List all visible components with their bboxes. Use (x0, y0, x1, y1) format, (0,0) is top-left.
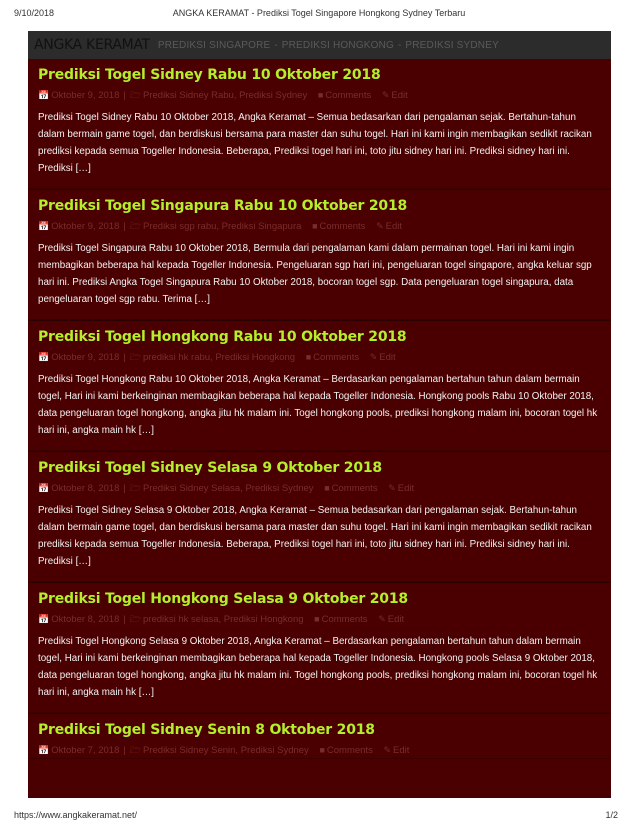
post-comments-link[interactable]: Comments (331, 483, 378, 494)
post-meta: 📅 Oktober 7, 2018 | 🗁 Prediksi Sidney Senin, Prediksi Sydney ■ Comments ✎ Edit (38, 745, 410, 756)
folder-icon: 🗁 (129, 745, 141, 755)
post-item (28, 59, 611, 189)
post-comments-link[interactable]: Comments (313, 352, 360, 363)
post-category-links[interactable]: Prediksi sgp rabu, Prediksi Singapura (143, 221, 302, 232)
folder-icon: 🗁 (129, 614, 141, 624)
post-edit-link[interactable]: Edit (391, 90, 408, 101)
folder-icon: 🗁 (129, 352, 141, 362)
comment-icon: ■ (319, 745, 325, 755)
post-comments-link[interactable]: Comments (321, 614, 368, 625)
post-item (28, 451, 611, 582)
post-item (28, 582, 611, 713)
post-excerpt: Prediksi Togel Hongkong Rabu 10 Oktober 2018, Angka Keramat – Berdasarkan pengalaman bertahun tahun dalam bermain togel, Hari ini kami berkeinginan membagikan beberapa hal kepada Togeller Indonesia. Hongkong pools Rabu 10 Oktober 2018, data pengeluaran togel hongkong, angka jitu hk malam ini. Togel hongkong pools, prediksi hongkong malam ini, bocoran togel hk hari ini, angka main hk […] (38, 374, 598, 436)
folder-icon: 🗁 (129, 221, 141, 231)
calendar-icon: 📅 (38, 614, 50, 624)
post-title-link[interactable]: Prediksi Togel Hongkong Rabu 10 Oktober 2018 (38, 329, 407, 345)
post-comments-link[interactable]: Comments (326, 745, 373, 756)
post-item (28, 320, 611, 451)
post-excerpt: Prediksi Togel Singapura Rabu 10 Oktober 2018, Bermula dari pengalaman kami dalam permainan togel. Hari ini kami ingin membagikan beberapa hal kepada Togeller Indonesia. Pengeluaran sgp hari ini, pengeluaran togel singapore, angka keluar sgp hari ini. Prediksi Angka Togel Singapura Rabu 10 Oktober 2018, bocoran togel sgp. Data pengeluaran togel singapura, data pengeluaran togel sgp rabu. Terima […] (38, 243, 592, 305)
post-category-links[interactable]: prediksi hk selasa, Prediksi Hongkong (143, 614, 304, 625)
post-title-link[interactable]: Prediksi Togel Hongkong Selasa 9 Oktober 2018 (38, 591, 408, 607)
post-edit-link[interactable]: Edit (379, 352, 396, 363)
post-edit-link[interactable]: Edit (387, 614, 405, 625)
post-meta: 📅 Oktober 9, 2018 | 🗁 prediksi hk rabu, Prediksi Hongkong ■ Comments ✎ Edit (38, 352, 396, 363)
print-footer (0, 804, 638, 826)
post-meta: 📅 Oktober 8, 2018 | 🗁 prediksi hk selasa, Prediksi Hongkong ■ Comments ✎ Edit (38, 614, 405, 625)
post-comments-link[interactable]: Comments (319, 221, 366, 232)
print-header (0, 0, 638, 24)
post-meta: 📅 Oktober 8, 2018 | 🗁 Prediksi Sidney Selasa, Prediksi Sydney ■ Comments ✎ Edit (38, 483, 415, 494)
calendar-icon: 📅 (38, 745, 50, 755)
edit-pencil-icon: ✎ (388, 483, 396, 493)
post-date-link[interactable]: Oktober 8, 2018 (51, 483, 120, 494)
post-edit-link[interactable]: Edit (393, 745, 410, 756)
post-edit-link[interactable]: Edit (385, 221, 402, 232)
nav-separator: - (398, 39, 402, 51)
post-excerpt: Prediksi Togel Sidney Rabu 10 Oktober 2018, Angka Keramat – Semua bedasarkan dari pengalaman sejak. Bertahun-tahun dalam bermain game togel, dan berdiskusi bersama para master dan suhu togel. Hari ini kami ingin membagikan sedikit racikan prediksi kepada semua Togeller Indonesia. Beberapa, Prediksi togel hari ini, toto jitu sidney hari ini. Prediksi sidney hari ini. Prediksi […] (38, 112, 592, 174)
post-edit-link[interactable]: Edit (397, 483, 415, 494)
calendar-icon: 📅 (38, 90, 50, 100)
site-navbar (28, 31, 611, 59)
post-comments-link[interactable]: Comments (325, 90, 372, 101)
print-url: https://www.angkakeramat.net/ (14, 810, 138, 820)
edit-pencil-icon: ✎ (381, 90, 390, 100)
post-title-link[interactable]: Prediksi Togel Sidney Senin 8 Oktober 2018 (38, 722, 375, 738)
folder-icon: 🗁 (129, 483, 141, 493)
calendar-icon: 📅 (38, 483, 50, 493)
post-date-link[interactable]: Oktober 7, 2018 (51, 745, 120, 756)
post-meta: 📅 Oktober 9, 2018 | 🗁 Prediksi sgp rabu, Prediksi Singapura ■ Comments ✎ Edit (38, 221, 402, 232)
comment-icon: ■ (314, 614, 320, 624)
edit-pencil-icon: ✎ (369, 352, 378, 362)
post-date-link[interactable]: Oktober 8, 2018 (51, 614, 120, 625)
site-brand-link[interactable]: ANGKA KERAMAT (34, 37, 150, 53)
post-meta: 📅 Oktober 9, 2018 | 🗁 Prediksi Sidney Rabu, Prediksi Sydney ■ Comments ✎ Edit (38, 90, 408, 101)
post-title-link[interactable]: Prediksi Togel Sidney Rabu 10 Oktober 2018 (38, 67, 381, 83)
post-title-link[interactable]: Prediksi Togel Sidney Selasa 9 Oktober 2018 (38, 460, 382, 476)
post-date-link[interactable]: Oktober 9, 2018 (51, 90, 120, 101)
post-item (28, 713, 611, 759)
comment-icon: ■ (317, 90, 324, 100)
post-category-links[interactable]: Prediksi Sidney Selasa, Prediksi Sydney (143, 483, 314, 494)
post-item (28, 189, 611, 320)
edit-pencil-icon: ✎ (383, 745, 392, 755)
nav-item-prediksi-hongkong[interactable]: PREDIKSI HONGKONG (281, 39, 395, 51)
comment-icon: ■ (305, 352, 312, 362)
post-category-links[interactable]: prediksi hk rabu, Prediksi Hongkong (143, 352, 296, 363)
nav-separator: - (274, 39, 278, 51)
edit-pencil-icon: ✎ (378, 614, 386, 624)
nav-item-prediksi-sydney[interactable]: PREDIKSI SYDNEY (405, 39, 499, 51)
comment-icon: ■ (312, 221, 318, 231)
calendar-icon: 📅 (38, 221, 50, 231)
post-title-link[interactable]: Prediksi Togel Singapura Rabu 10 Oktober 2018 (38, 198, 408, 214)
calendar-icon: 📅 (38, 352, 50, 362)
edit-pencil-icon: ✎ (376, 221, 384, 231)
folder-icon: 🗁 (129, 90, 141, 100)
post-list (28, 59, 611, 798)
post-excerpt: Prediksi Togel Sidney Selasa 9 Oktober 2018, Angka Keramat – Semua bedasarkan dari pengalaman sejak. Bertahun-tahun dalam bermain game togel, dan berdiskusi bersama para master dan suhu togel. Hari ini kami ingin membagikan sedikit racikan prediksi kepada semua Togeller Indonesia. Beberapa, Prediksi togel hari ini, toto jitu sidney hari ini. Prediksi sidney hari ini. Prediksi […] (38, 505, 592, 567)
post-category-links[interactable]: Prediksi Sidney Senin, Prediksi Sydney (143, 745, 309, 756)
comment-icon: ■ (324, 483, 330, 493)
print-date: 9/10/2018 (14, 8, 55, 18)
post-date-link[interactable]: Oktober 9, 2018 (51, 221, 120, 232)
post-date-link[interactable]: Oktober 9, 2018 (51, 352, 120, 363)
print-page-number: 1/2 (605, 810, 618, 820)
post-category-links[interactable]: Prediksi Sidney Rabu, Prediksi Sydney (143, 90, 308, 101)
post-excerpt: Prediksi Togel Hongkong Selasa 9 Oktober 2018, Angka Keramat – Berdasarkan pengalaman bertahun tahun dalam bermain togel, Hari ini kami berkeinginan membagikan beberapa hal kepada Togeller Indonesia. Hongkong pools Selasa 9 Oktober 2018, data pengeluaran togel hongkong, angka jitu hk malam ini. Togel hongkong pools, prediksi hongkong malam ini, bocoran togel hk hari ini, angka main hk […] (38, 636, 598, 698)
print-document-title: ANGKA KERAMAT - Prediksi Togel Singapore Hongkong Sydney Terbaru (172, 8, 466, 18)
nav-item-prediksi-singapore[interactable]: PREDIKSI SINGAPORE (157, 39, 271, 51)
